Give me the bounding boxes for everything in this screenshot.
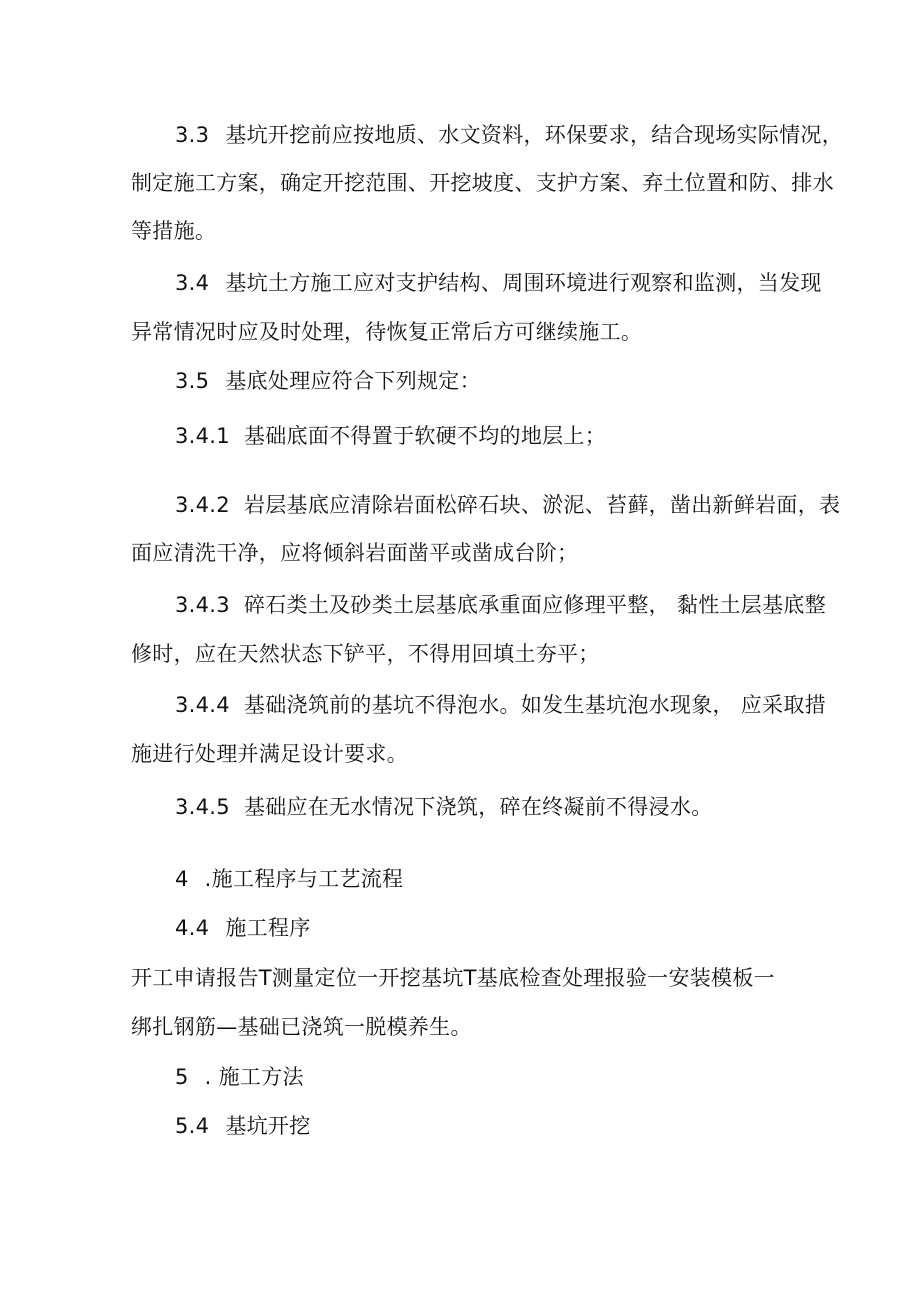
section-number: 3.4.2 (175, 493, 230, 517)
heading-5 (175, 1062, 304, 1092)
paragraph-text: 制定施工方案，确定开挖范围、开挖坡度、支护方案、弃土位置和防、排水 (131, 171, 834, 195)
section-number: 3.4.4 (175, 693, 230, 717)
section-number: 3.4.1 (175, 424, 230, 448)
paragraph-3-5 (175, 366, 481, 396)
paragraph-text: 基坑土方施工应对支护结构、周围环境进行观察和监测，当发现 (225, 271, 822, 295)
paragraph-3-4-5 (175, 792, 713, 822)
paragraph-text: 异常情况时应及时处理，待恢复正常后方可继续施工。 (131, 320, 643, 344)
paragraph-text: 岩层基底应清除岩面松碎石块、淤泥、苔藓，凿出新鲜岩面，表 (243, 493, 841, 517)
paragraph-3-4-2-line-2 (131, 538, 578, 568)
paragraph-3-4-line-1 (175, 268, 822, 298)
paragraph-text: 基础应在无水情况下浇筑，碎在终凝前不得浸水。 (243, 795, 713, 819)
paragraph-text: 基坑开挖前应按地质、水文资料，环保要求，结合现场实际情况， (225, 123, 844, 147)
heading-5-4 (175, 1111, 311, 1141)
paragraph-3-4-4-line-2 (131, 739, 408, 769)
paragraph-3-4-line-2 (131, 317, 642, 347)
section-number: 4.4 (175, 916, 210, 940)
section-number: 5 (175, 1065, 189, 1089)
section-number: 3.3 (175, 123, 210, 147)
section-number: 3.4.5 (175, 795, 230, 819)
paragraph-text: 等措施。 (131, 219, 217, 243)
paragraph-3-3-line-1 (175, 120, 843, 150)
process-flow-line-2 (131, 1012, 472, 1042)
paragraph-3-4-1 (175, 421, 606, 451)
heading-text: .施工程序与工艺流程 (204, 867, 404, 891)
paragraph-text: 开工申请报告T测量定位一开挖基坑T基底检查处理报验一安装模板一 (131, 966, 775, 990)
paragraph-3-4-3-line-1 (175, 590, 826, 620)
heading-text: 基坑开挖 (225, 1114, 311, 1138)
paragraph-3-4-2-line-1 (175, 490, 840, 520)
paragraph-text: 面应清洗干净，应将倾斜岩面凿平或凿成台阶； (131, 541, 579, 565)
paragraph-text: 施进行处理并满足设计要求。 (131, 742, 408, 766)
paragraph-3-4-4-line-1 (175, 690, 826, 720)
heading-4 (175, 864, 403, 894)
process-flow-line-1 (131, 963, 775, 993)
heading-4-4 (175, 913, 311, 943)
paragraph-3-3-line-2 (131, 168, 834, 198)
paragraph-text: 碎石类土及砂类土层基底承重面应修理平整， 黏性土层基底整 (243, 593, 827, 617)
heading-text: . 施工方法 (204, 1065, 304, 1089)
section-number: 4 (175, 867, 189, 891)
section-number: 3.5 (175, 369, 210, 393)
paragraph-text: 基底处理应符合下列规定： (225, 369, 481, 393)
paragraph-text: 基础浇筑前的基坑不得泡水。如发生基坑泡水现象， 应采取措 (243, 693, 827, 717)
paragraph-text: 修时，应在天然状态下铲平，不得用回填土夯平； (131, 642, 600, 666)
section-number: 3.4.3 (175, 593, 230, 617)
paragraph-3-4-3-line-2 (131, 639, 600, 669)
section-number: 5.4 (175, 1114, 210, 1138)
paragraph-text: 绑扎钢筋—基础已浇筑一脱模养生。 (131, 1015, 472, 1039)
paragraph-text: 基础底面不得置于软硬不均的地层上； (243, 424, 607, 448)
heading-text: 施工程序 (225, 916, 311, 940)
paragraph-3-3-line-3 (131, 216, 216, 246)
section-number: 3.4 (175, 271, 210, 295)
